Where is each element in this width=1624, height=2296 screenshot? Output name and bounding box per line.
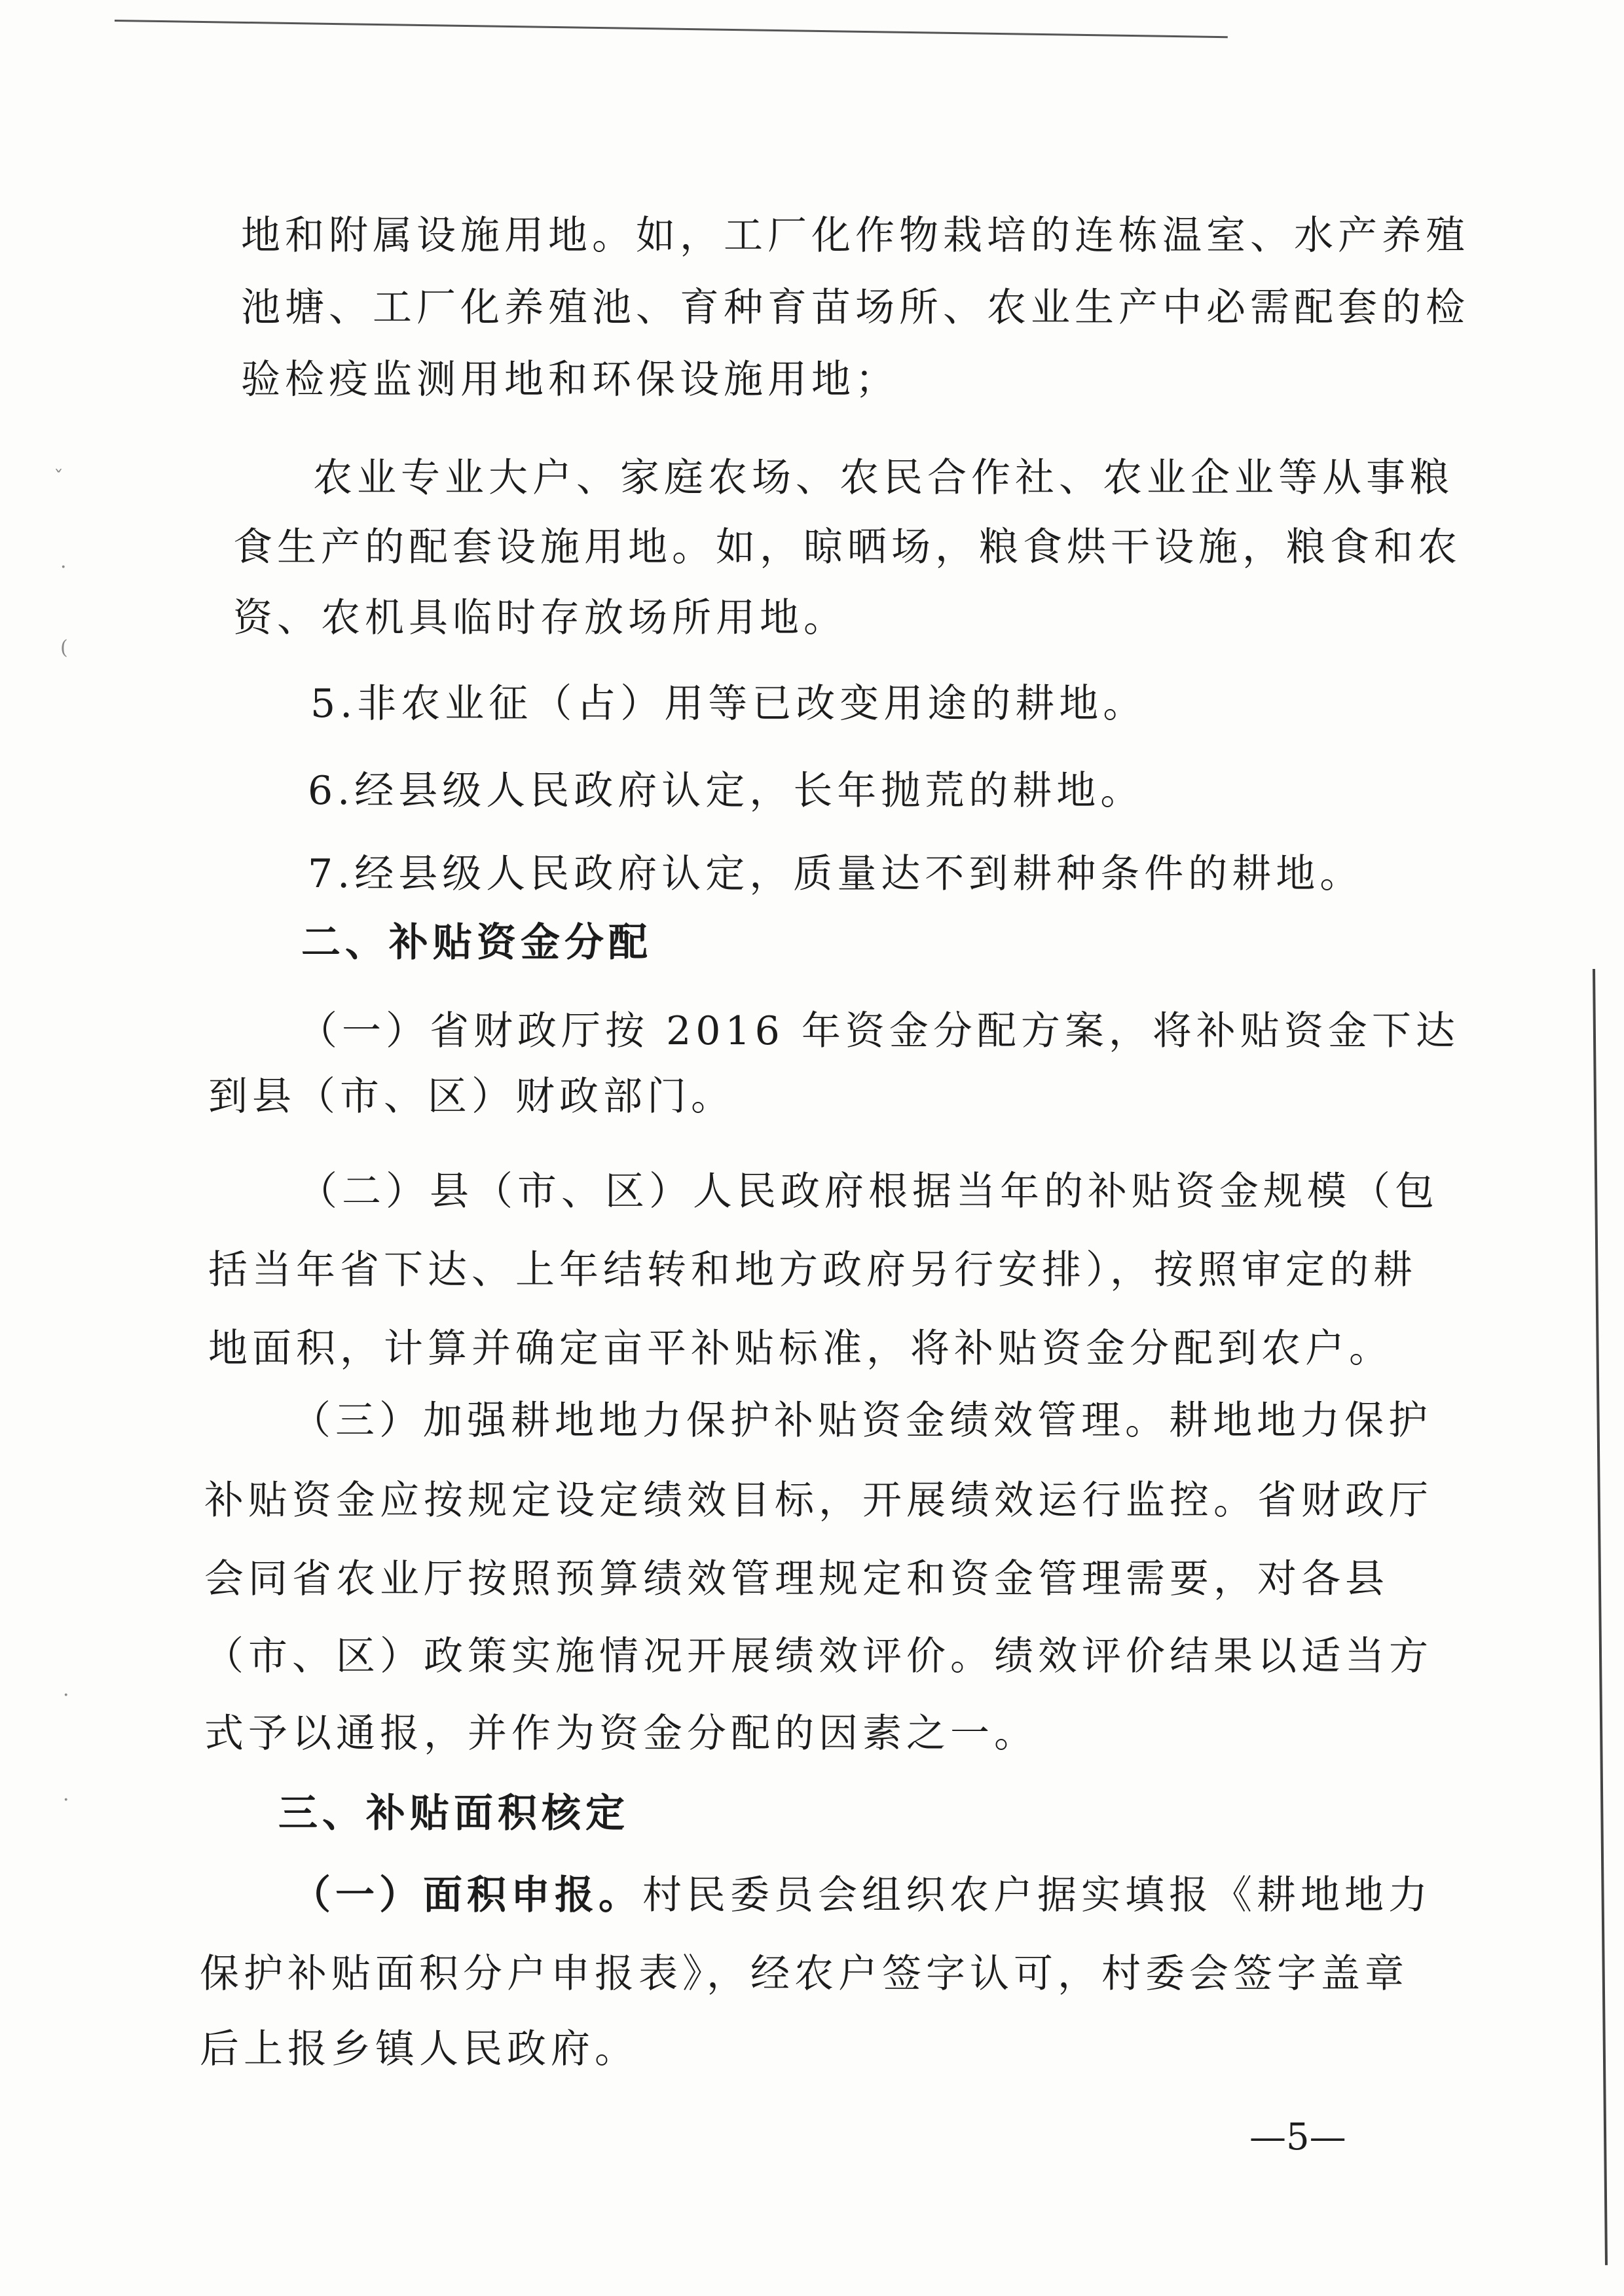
body-text-line: 食生产的配套设施用地。如，晾晒场，粮食烘干设施，粮食和农 [233, 524, 1462, 570]
body-text-line: （二）县（市、区）人民政府根据当年的补贴资金规模（包 [298, 1169, 1439, 1214]
bold-lead: （一）面积申报。 [291, 1872, 642, 1918]
body-text-line: 到县（市、区）财政部门。 [208, 1074, 735, 1120]
body-text-line: （市、区）政策实施情况开展绩效评价。绩效评价结果以适当方 [204, 1633, 1433, 1679]
scan-speck: · [63, 1684, 69, 1707]
scan-speck: · [60, 556, 67, 579]
scan-speck: ˇ [54, 467, 64, 490]
body-text-line: 资、农机具临时存放场所用地。 [233, 595, 847, 641]
body-text-line: 农业专业大户、家庭农场、农民合作社、农业企业等从事粮 [313, 455, 1454, 501]
body-text-line: 验检疫监测用地和环保设施用地； [241, 357, 899, 403]
body-text-line: 会同省农业厅按照预算绩效管理规定和资金管理需要，对各县 [204, 1556, 1389, 1602]
body-text-line: 保护补贴面积分户申报表》，经农户签字认可，村委会签字盖章 [200, 1951, 1409, 1997]
list-item-7: 7.经县级人民政府认定，质量达不到耕种条件的耕地。 [308, 851, 1364, 897]
body-text-line: 式予以通报，并作为资金分配的因素之一。 [204, 1711, 1038, 1757]
section-heading-3: 三、补贴面积核定 [278, 1791, 629, 1836]
body-text-line: 地面积，计算并确定亩平补贴标准，将补贴资金分配到农户。 [208, 1326, 1393, 1372]
body-text-line: 池塘、工厂化养殖池、育种育苗场所、农业生产中必需配套的检 [241, 285, 1469, 331]
body-text-line: （三）加强耕地地力保护补贴资金绩效管理。耕地地力保护 [291, 1398, 1432, 1444]
body-text-line: 补贴资金应按规定设定绩效目标，开展绩效运行监控。省财政厅 [204, 1478, 1433, 1523]
body-text-line: 地和附属设施用地。如，工厂化作物栽培的连栋温室、水产养殖 [241, 213, 1469, 259]
scan-edge-top [115, 20, 1228, 38]
page-number: —5— [1249, 2116, 1346, 2159]
scan-speck: · [63, 1789, 69, 1812]
list-item-5: 5.非农业征（占）用等已改变用途的耕地。 [310, 681, 1147, 727]
body-text-line: 后上报乡镇人民政府。 [200, 2026, 638, 2072]
scan-edge-right [1593, 969, 1608, 2265]
list-item-6: 6.经县级人民政府认定，长年抛荒的耕地。 [308, 768, 1145, 814]
scan-speck: ( [60, 636, 68, 659]
first-line-rest: 村民委员会组织农户据实填报《耕地地力 [642, 1872, 1432, 1918]
body-text-line: 括当年省下达、上年结转和地方政府另行安排），按照审定的耕 [208, 1247, 1417, 1293]
body-text-line [291, 1872, 1432, 1918]
section-heading-2: 二、补贴资金分配 [301, 920, 652, 966]
body-text-line: （一）省财政厅按 2016 年资金分配方案，将补贴资金下达 [298, 1008, 1460, 1054]
